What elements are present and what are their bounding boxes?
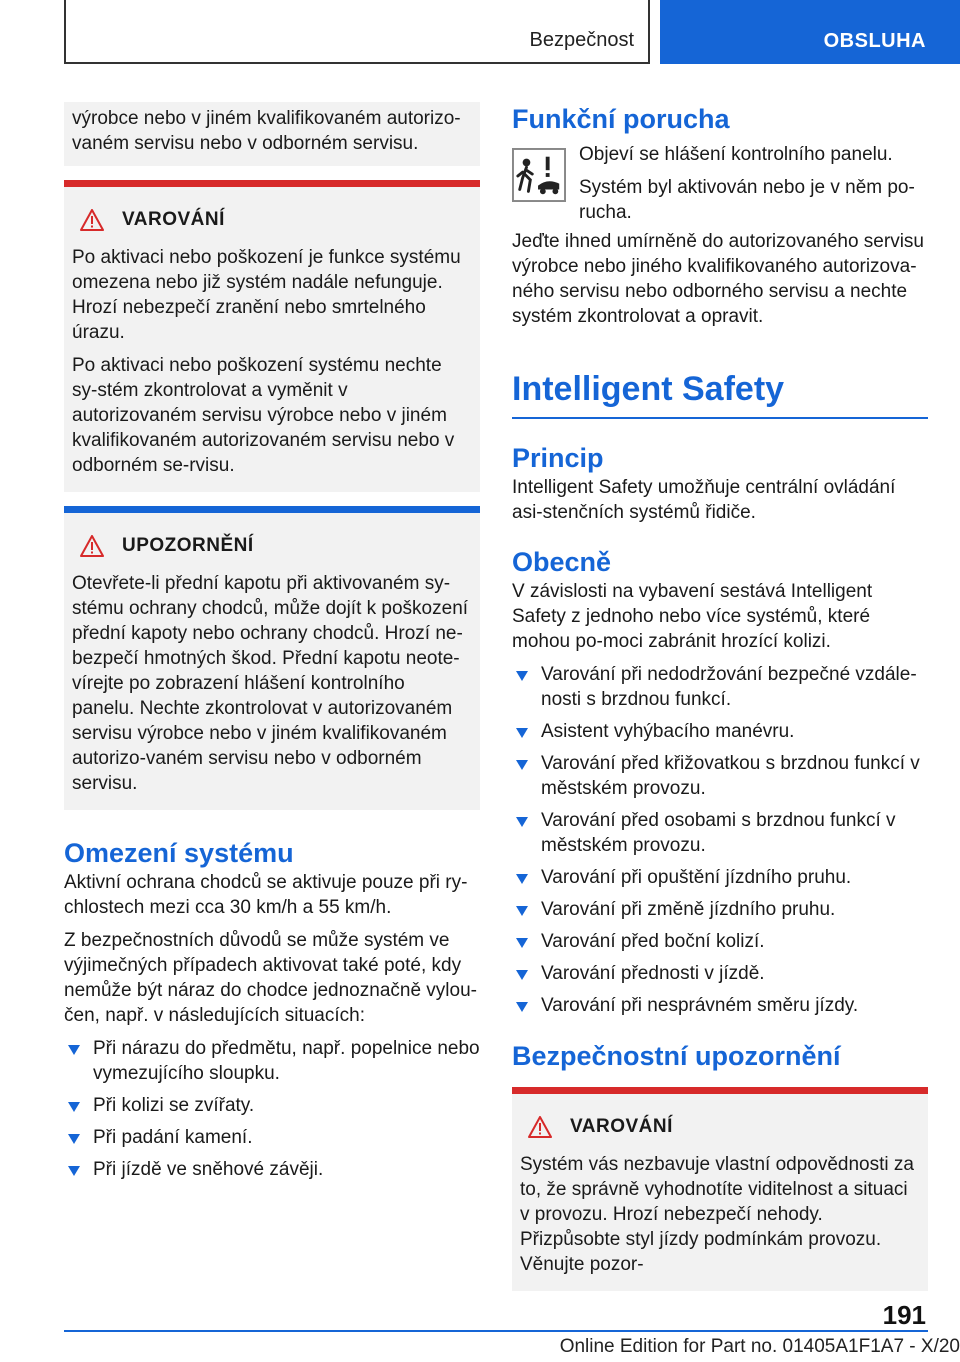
caution-title: UPOZORNĚNÍ bbox=[122, 535, 254, 556]
warning-paragraph: Po aktivaci nebo poškození systému nechte sy-stém zkontrolovat a vyměnit v autorizovaném servisu výrobce nebo v jiném kvalifikovaném autorizovaném servisu nebo v odborném se-rvisu. bbox=[72, 355, 455, 476]
triangle-bullet-icon bbox=[516, 760, 528, 770]
list-item: Varování před křižovatkou s brzdnou funkcí v městském provozu. bbox=[512, 751, 928, 801]
safety-warning-text: Systém vás nezbavuje vlastní odpovědnosti za to, že správně vyhodnotíte viditelnost a situaci v provozu. Hrozí nebezpečí nehody. Přizpůsobte styl jízdy podmínkám provozu. Věnujte pozor- bbox=[520, 1154, 914, 1275]
limits-list bbox=[64, 1036, 480, 1182]
triangle-bullet-icon bbox=[516, 671, 528, 681]
fault-line: Objeví se hlášení kontrolního panelu. bbox=[579, 144, 893, 165]
warning-bar bbox=[512, 1087, 928, 1094]
triangle-bullet-icon bbox=[68, 1134, 80, 1144]
list-item: Při jízdě ve sněhové závěji. bbox=[64, 1157, 480, 1182]
caution-text: Otevřete-li přední kapotu při aktivovaném sy-stému ochrany chodců, může dojít k poškození přední kapoty nebo ochrany chodců. Hrozí ne-bezpečí hmotných škod. Přední kapotu neote-vírejte po zobrazení hlášení kontrolního panelu. Nechte zkontrolovat v autorizovaném servisu výrobce nebo v jiném kvalifikovaném autorizo-vaném servisu nebo v odborném servisu. bbox=[72, 573, 469, 794]
warning-triangle-icon bbox=[80, 535, 104, 557]
safety-heading: Bezpečnostní upozornění bbox=[512, 1041, 841, 1071]
pedestrian-warning-icon bbox=[512, 148, 566, 202]
limits-paragraph: Aktivní ochrana chodců se aktivuje pouze při ry-chlostech mezi cca 30 km/h a 55 km/h. bbox=[64, 872, 468, 918]
general-heading: Obecně bbox=[512, 547, 612, 577]
triangle-bullet-icon bbox=[516, 874, 528, 884]
chapter-title: OBSLUHA bbox=[823, 30, 926, 52]
triangle-bullet-icon bbox=[68, 1166, 80, 1176]
warning-title: VAROVÁNÍ bbox=[122, 209, 225, 230]
continued-text: výrobce nebo v jiném kvalifikovaném autorizo-vaném servisu nebo v odborném servisu. bbox=[72, 108, 461, 154]
triangle-bullet-icon bbox=[516, 970, 528, 980]
list-item: Při padání kamení. bbox=[64, 1125, 480, 1150]
list-item: Asistent vyhýbacího manévru. bbox=[512, 719, 928, 744]
warning-triangle-icon bbox=[528, 1116, 552, 1138]
general-list bbox=[512, 662, 928, 1018]
triangle-bullet-icon bbox=[68, 1102, 80, 1112]
list-item: Varování přednosti v jízdě. bbox=[512, 961, 928, 986]
safety-warning-box bbox=[512, 1087, 928, 1291]
safety-warning-title: VAROVÁNÍ bbox=[570, 1116, 673, 1137]
limits-heading: Omezení systému bbox=[64, 838, 294, 868]
warning-triangle-icon bbox=[80, 209, 104, 231]
caution-box bbox=[64, 506, 480, 810]
warning-paragraph: Po aktivaci nebo poškození je funkce systému omezena nebo již systém nadále nefunguje. Hrozí nebezpečí zranění nebo smrtelného úrazu. bbox=[72, 247, 461, 343]
right-column bbox=[512, 102, 928, 1291]
list-item: Varování před osobami s brzdnou funkcí v městském provozu. bbox=[512, 808, 928, 858]
page-number: 191 bbox=[882, 1300, 926, 1330]
triangle-bullet-icon bbox=[516, 938, 528, 948]
general-text: V závislosti na vybavení sestává Intelligent Safety z jednoho nebo více systémů, které mohou po-moci zabránit hrozící kolizi. bbox=[512, 581, 873, 652]
warning-box bbox=[64, 180, 480, 492]
list-item: Varování při opuštění jízdního pruhu. bbox=[512, 865, 928, 890]
footer-rule bbox=[64, 1330, 928, 1332]
chapter-tab bbox=[660, 0, 960, 64]
main-heading: Intelligent Safety bbox=[512, 370, 785, 408]
limits-paragraph: Z bezpečnostních důvodů se může systém ve výjimečných případech aktivovat také poté, kdy nemůže být náraz do chodce jednoznačně vylou-čen, např. v následujících situacích: bbox=[64, 930, 477, 1026]
warning-bar bbox=[64, 180, 480, 187]
footer-edition: Online Edition for Part no. 01405A1F1A7 - X/20 bbox=[559, 1336, 960, 1357]
left-column bbox=[64, 102, 480, 1189]
continued-box bbox=[64, 102, 480, 166]
triangle-bullet-icon bbox=[68, 1045, 80, 1055]
fault-text: Jeďte ihned umírněně do autorizovaného servisu výrobce nebo jiného kvalifikovaného autorizova-ného servisu nebo odborného servisu a nechte systém zkontrolovat a opravit. bbox=[512, 231, 924, 327]
principle-heading: Princip bbox=[512, 443, 604, 473]
list-item: Varování při nesprávném směru jízdy. bbox=[512, 993, 928, 1018]
principle-text: Intelligent Safety umožňuje centrální ovládání asi-stenčních systémů řidiče. bbox=[512, 477, 896, 523]
fault-line: Systém byl aktivován nebo je v něm po-rucha. bbox=[579, 177, 915, 223]
list-item: Při nárazu do předmětu, např. popelnice nebo vymezujícího sloupku. bbox=[64, 1036, 480, 1086]
fault-heading: Funkční porucha bbox=[512, 104, 730, 134]
list-item: Varování při nedodržování bezpečné vzdále-nosti s brzdnou funkcí. bbox=[512, 662, 928, 712]
list-item: Při kolizi se zvířaty. bbox=[64, 1093, 480, 1118]
triangle-bullet-icon bbox=[516, 817, 528, 827]
caution-bar bbox=[64, 506, 480, 513]
triangle-bullet-icon bbox=[516, 906, 528, 916]
list-item: Varování před boční kolizí. bbox=[512, 929, 928, 954]
triangle-bullet-icon bbox=[516, 1002, 528, 1012]
triangle-bullet-icon bbox=[516, 728, 528, 738]
header-section-box bbox=[64, 0, 650, 64]
section-title: Bezpečnost bbox=[529, 29, 634, 51]
list-item: Varování při změně jízdního pruhu. bbox=[512, 897, 928, 922]
